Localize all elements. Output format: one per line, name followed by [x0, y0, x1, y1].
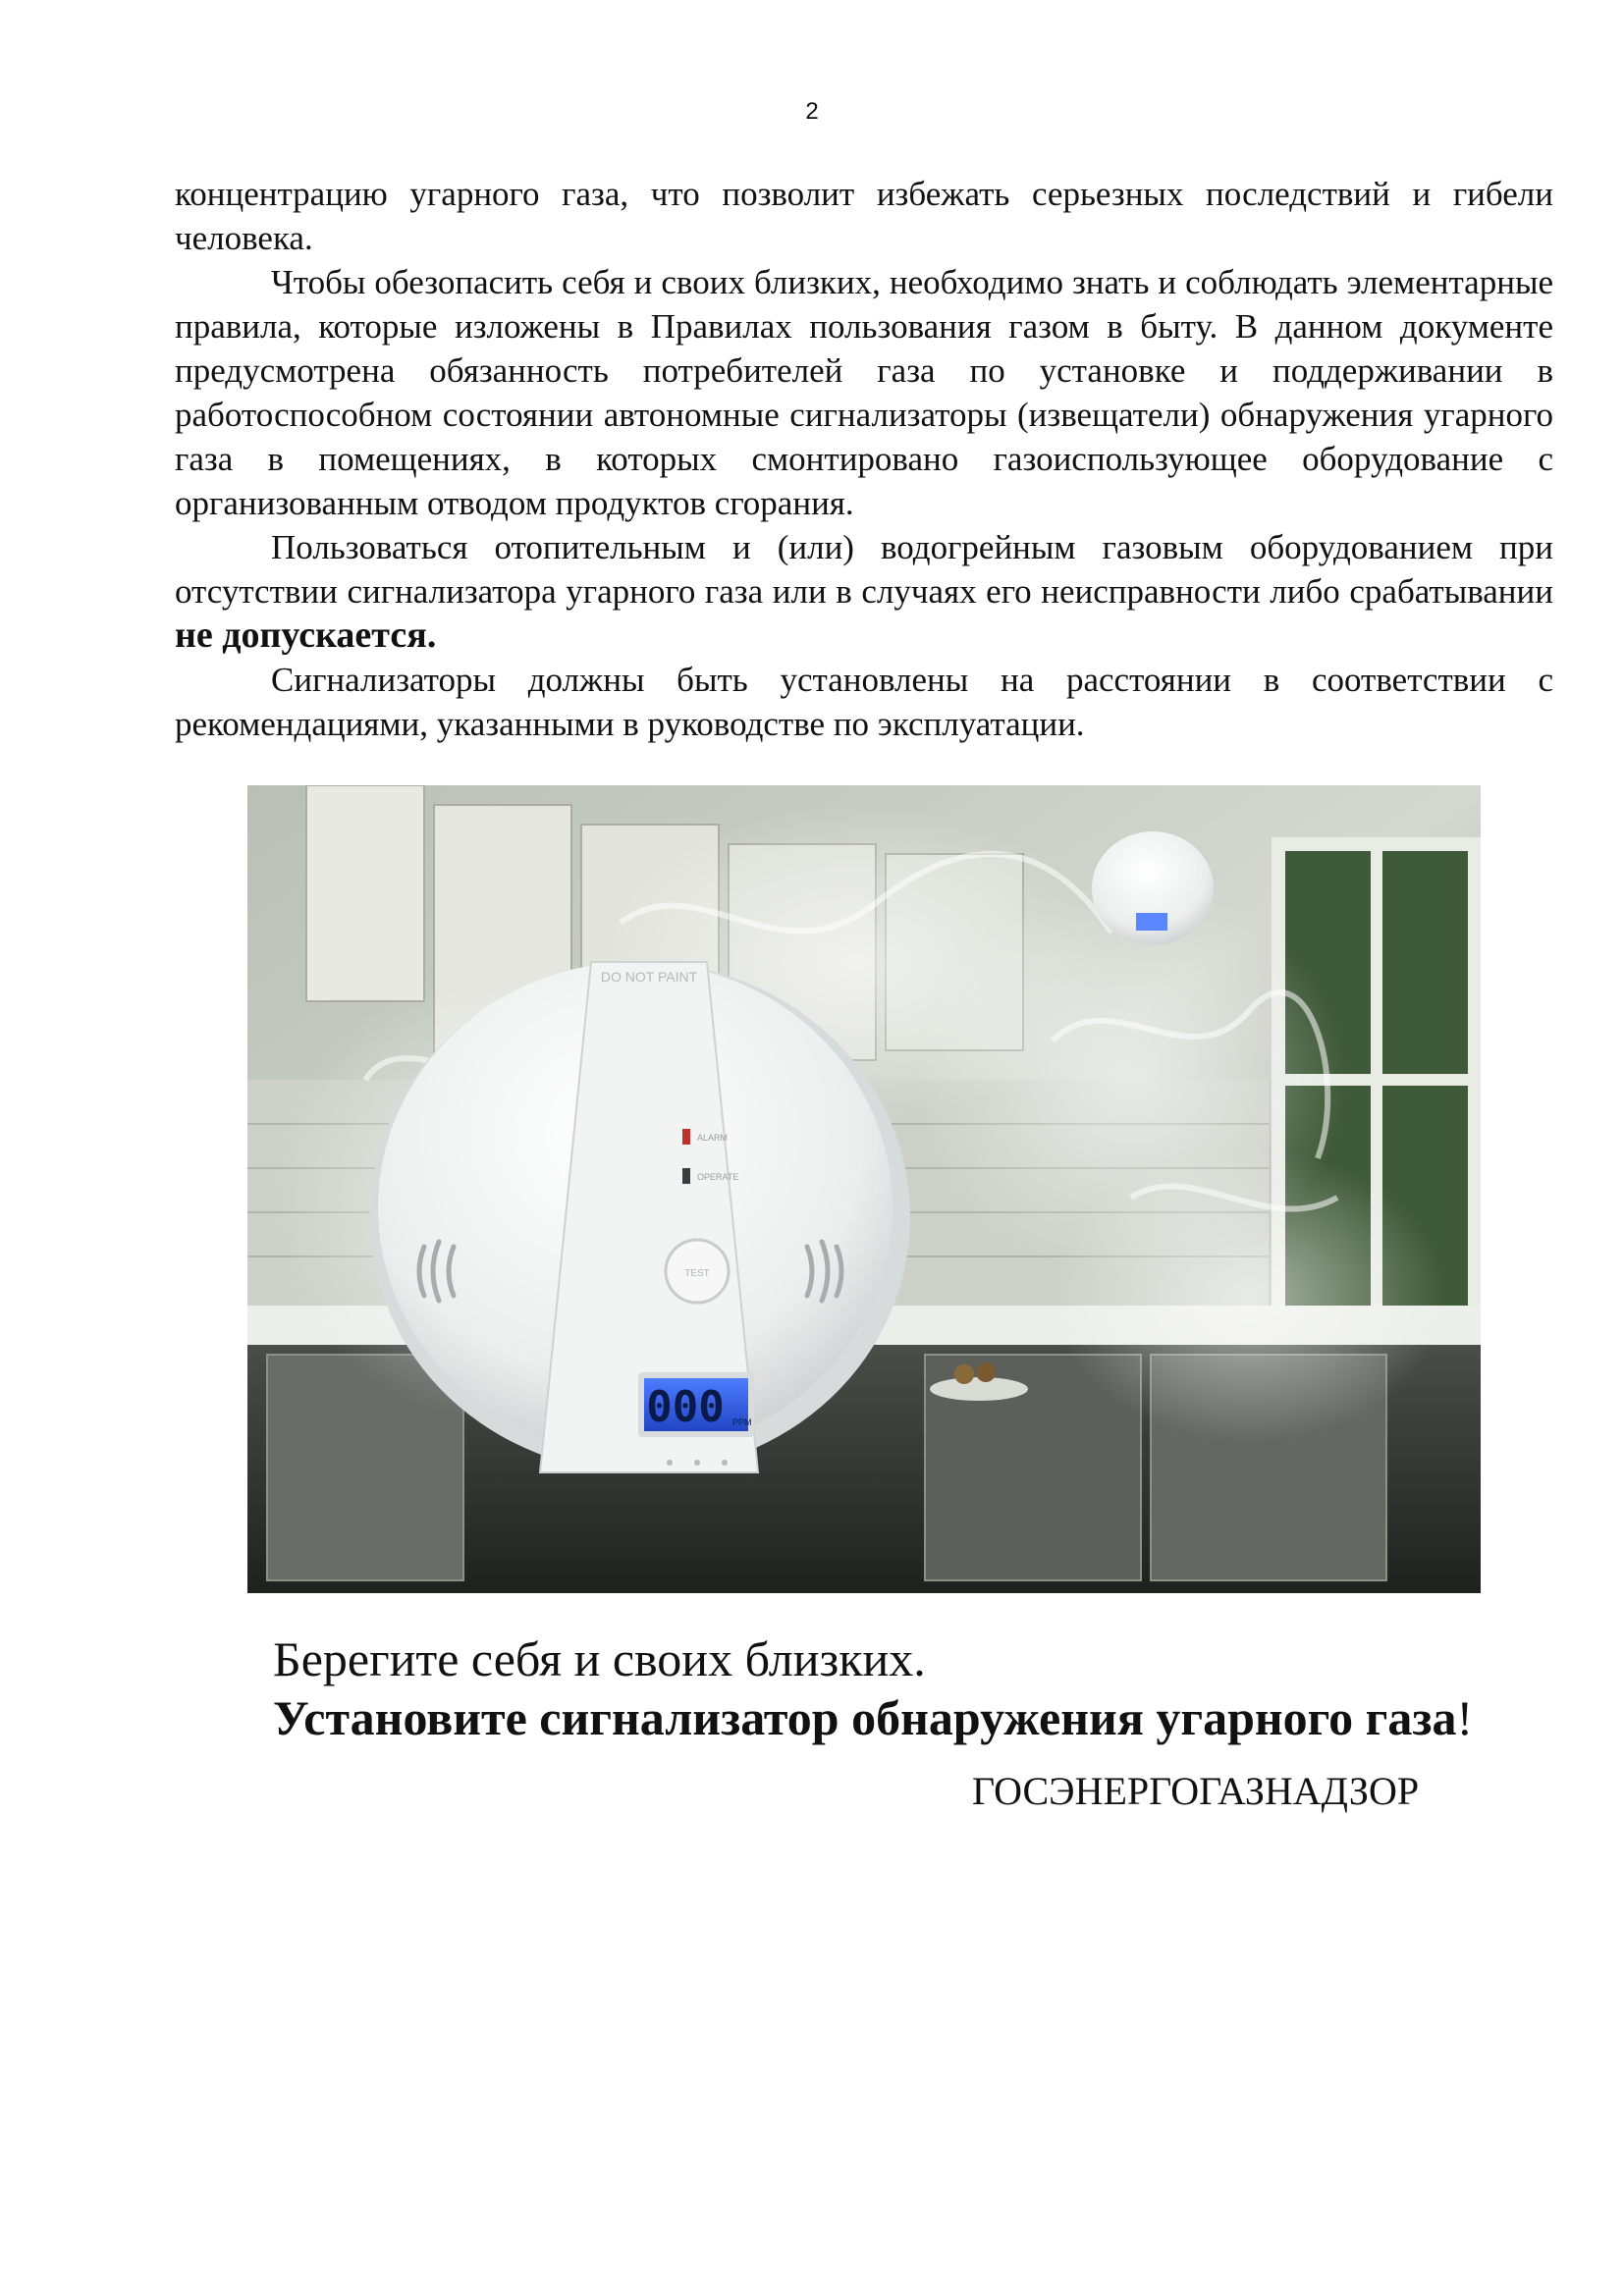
background-detector [1092, 831, 1214, 945]
slogan-exclamation: ! [1456, 1690, 1474, 1745]
slogan-line-2 [273, 1688, 1549, 1747]
slogan-line-1: Берегите себя и своих близких. [273, 1631, 926, 1686]
lcd-value: 000 [646, 1382, 725, 1432]
paragraph-1: концентрацию угарного газа, что позволит избежать серьезных последствий и гибели человека. [175, 175, 1553, 257]
page-number: 2 [805, 98, 819, 125]
co-detector [370, 962, 910, 1472]
body-text [175, 172, 1553, 746]
lcd-unit: PPM [732, 1417, 752, 1427]
slogan [273, 1629, 1549, 1747]
paragraph-3-bold: не допускается. [175, 614, 437, 656]
paragraph-2: Чтобы обезопасить себя и своих близких, необходимо знать и соблюдать элементарные правила, которые изложены в Правилах пользования газом в быту. В данном документе предусмотрена обязанность потребителей газа по установке и поддерживании в работоспособном состоянии автономные сигнализаторы (извещатели) обнаружения угарного газа в помещениях, в которых смонтировано газоиспользующее оборудование с организованным отводом продуктов сгорания. [175, 263, 1553, 522]
detector-label: DO NOT PAINT [600, 969, 698, 985]
signature: ГОСЭНЕРГОГАЗНАДЗОР [972, 1769, 1420, 1813]
paragraph-3-text: Пользоваться отопительным и (или) водогрейным газовым оборудованием при отсутствии сигнализатора угарного газа или в случаях его неисправности либо срабатывании [175, 528, 1553, 611]
test-label: TEST [684, 1268, 710, 1279]
alarm-label: ALARM [697, 1133, 729, 1143]
paragraph-3 [175, 525, 1553, 658]
operate-label: OPERATE [697, 1172, 739, 1182]
paragraph-4: Сигнализаторы должны быть установлены на расстоянии в соответствии с рекомендациями, указанными в руководстве по эксплуатации. [175, 661, 1553, 743]
slogan-line-2-text: Установите сигнализатор обнаружения угарного газа [273, 1690, 1457, 1745]
kitchen-co-detector-photo [247, 785, 1481, 1593]
